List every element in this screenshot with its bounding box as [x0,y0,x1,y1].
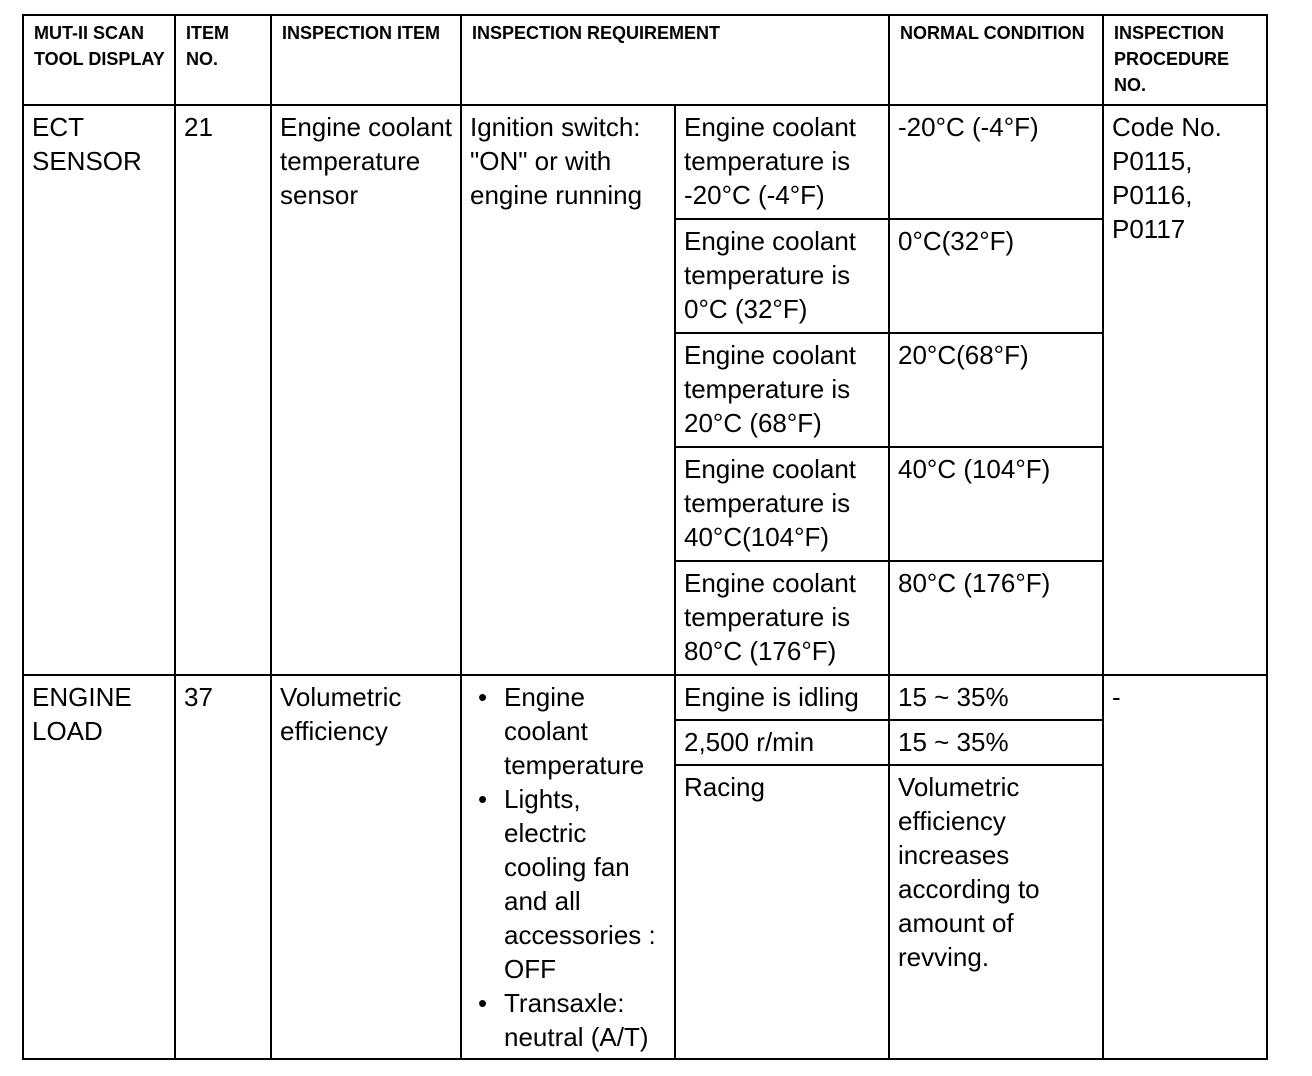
ect-normal-condition: 80°C (176°F) [889,561,1103,675]
ect-condition-requirement: Engine coolant temperature is 80°C (176°F) [675,561,889,675]
inspection-table [22,14,1268,1060]
load-inspection-item: Volumetric efficiency [271,675,461,1059]
header-requirement: INSPECTION REQUIREMENT [461,15,889,105]
load-requirement [461,675,675,1059]
header-row [23,15,1267,105]
header-item-no: ITEM NO. [175,15,271,105]
ect-inspection-item: Engine coolant temperature sensor [271,105,461,675]
load-normal-condition: 15 ~ 35% [889,720,1103,765]
ect-condition-requirement: Engine coolant temperature is -20°C (-4°F) [675,105,889,219]
ect-normal-condition: 20°C(68°F) [889,333,1103,447]
ect-normal-condition: 0°C(32°F) [889,219,1103,333]
table-row [23,105,1267,219]
load-normal-condition: 15 ~ 35% [889,675,1103,720]
header-normal-condition: NORMAL CONDITION [889,15,1103,105]
table-row [23,675,1267,720]
list-item: • Transaxle: neutral (A/T) [470,986,668,1054]
requirement-bullet-list [470,680,668,1054]
ect-display: ECT SENSOR [23,105,175,675]
ect-procedure: Code No. P0115, P0116, P0117 [1103,105,1267,675]
ect-requirement: Ignition switch: "ON" or with engine running [461,105,675,675]
header-procedure-no: INSPECTION PROCEDURE NO. [1103,15,1267,105]
load-procedure: - [1103,675,1267,1059]
load-normal-condition: Volumetric efficiency increases according to amount of revving. [889,765,1103,1059]
header-inspection-item: INSPECTION ITEM [271,15,461,105]
load-condition-requirement: Racing [675,765,889,1059]
list-item: • Lights, electric cooling fan and all accessories : OFF [470,782,668,986]
ect-normal-condition: 40°C (104°F) [889,447,1103,561]
load-item-no: 37 [175,675,271,1059]
ect-normal-condition: -20°C (-4°F) [889,105,1103,219]
ect-condition-requirement: Engine coolant temperature is 0°C (32°F) [675,219,889,333]
load-display: ENGINE LOAD [23,675,175,1059]
load-condition-requirement: Engine is idling [675,675,889,720]
ect-item-no: 21 [175,105,271,675]
list-item: • Engine coolant temperature [470,680,668,782]
ect-condition-requirement: Engine coolant temperature is 20°C (68°F) [675,333,889,447]
ect-condition-requirement: Engine coolant temperature is 40°C(104°F) [675,447,889,561]
header-display: MUT-II SCAN TOOL DISPLAY [23,15,175,105]
load-condition-requirement: 2,500 r/min [675,720,889,765]
